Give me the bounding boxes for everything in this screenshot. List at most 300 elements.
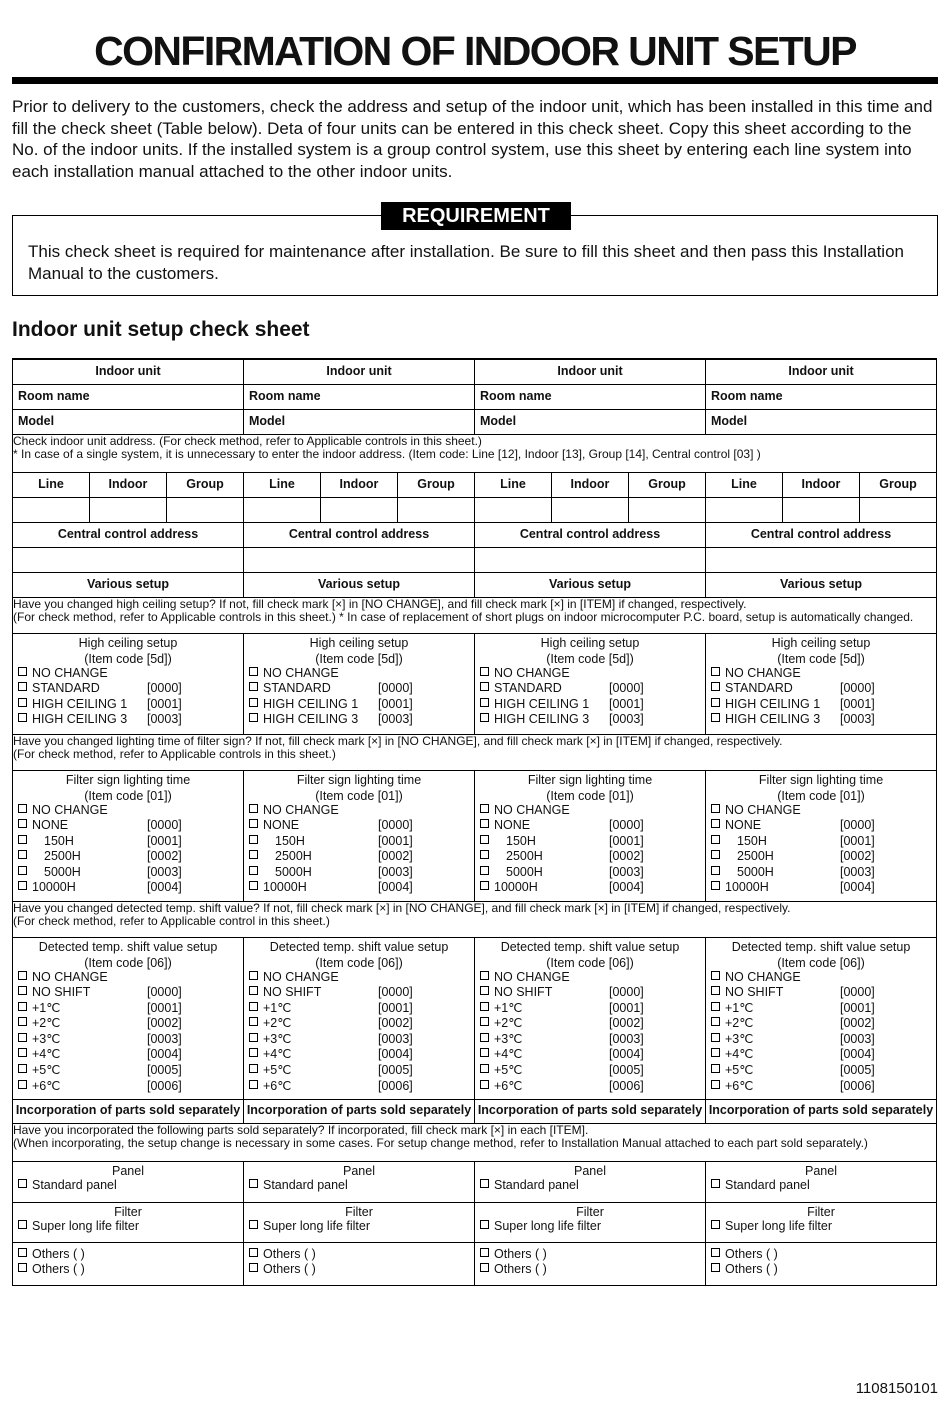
checkbox[interactable] [18,1263,27,1272]
temp-shift-option-label: NO CHANGE [32,969,108,984]
others-option-label: Others ( ) [32,1262,85,1277]
table-row [13,472,937,497]
checkbox[interactable] [711,835,720,844]
checkbox[interactable] [480,835,489,844]
others-option [13,1247,243,1263]
temp-shift-option-code: [0005] [840,1063,875,1078]
others-block [706,1242,937,1285]
checkbox[interactable] [18,866,27,875]
checkbox[interactable] [480,682,489,691]
checkbox[interactable] [480,1080,489,1089]
checkbox[interactable] [711,1033,720,1042]
checkbox[interactable] [18,881,27,890]
filter-sign-option-label: NO CHANGE [263,802,339,817]
checkbox[interactable] [18,667,27,676]
checkbox[interactable] [249,835,258,844]
checkbox[interactable] [18,682,27,691]
filter-part-option [244,1219,474,1235]
filter-sign-option [244,818,474,834]
filter-sign-option-label: 2500H [737,849,774,864]
temp-shift-option-label: +3℃ [494,1031,523,1046]
checkbox[interactable] [711,682,720,691]
filter-sign-option [244,834,474,850]
high-ceiling-block [244,633,475,734]
checkbox[interactable] [249,1248,258,1257]
filter-sign-option [13,803,243,819]
checkbox[interactable] [711,667,720,676]
temp-shift-option-code: [0002] [378,1016,413,1031]
temp-shift-option-label: NO SHIFT [263,985,322,1000]
checkbox[interactable] [18,1002,27,1011]
filter-sign-option-label: 10000H [725,880,769,895]
panel-title: Panel [343,1163,375,1178]
temp-shift-option-label: +1℃ [725,1000,754,1015]
table-row [13,1161,937,1202]
filter-sign-option-code: [0000] [378,818,413,833]
filter-sign-option-code: [0003] [378,864,413,879]
high-ceiling-option [13,666,243,682]
high-ceiling-option [13,681,243,697]
indoor-address-input[interactable] [552,497,629,522]
checkbox[interactable] [711,1080,720,1089]
model-field[interactable]: Model [13,409,244,434]
panel-option-label: Standard panel [725,1177,810,1192]
temp-shift-option-label: +1℃ [263,1000,292,1015]
temp-shift-option-label: +6℃ [263,1078,292,1093]
temp-shift-option-label: +3℃ [263,1031,292,1046]
checkbox[interactable] [18,713,27,722]
table-row [13,522,937,547]
temp-shift-option-label: +1℃ [494,1000,523,1015]
panel-option [13,1178,243,1194]
temp-shift-option [475,1032,705,1048]
checkbox[interactable] [249,866,258,875]
filter-part-title: Filter [345,1204,373,1219]
checkbox[interactable] [18,1248,27,1257]
filter-sign-option [475,880,705,896]
check-sheet-table [12,358,937,1286]
temp-shift-option-label: +5℃ [263,1063,292,1078]
high-ceiling-option-label: HIGH CEILING 1 [494,696,590,711]
checkbox[interactable] [249,667,258,676]
panel-title: Panel [112,1163,144,1178]
temp-shift-option [475,1047,705,1063]
parts-note-line: Have you incorporated the following parts sold separately? If incorporated, fill check mark [×] in each [ITEM]. [13,1122,589,1137]
temp-shift-option-label: +4℃ [263,1047,292,1062]
checkbox[interactable] [480,1002,489,1011]
high-ceiling-title: High ceiling setup [771,635,871,650]
high-ceiling-option-code: [0000] [840,681,875,696]
filter-sign-option-label: 5000H [44,864,81,879]
high-ceiling-option-label: HIGH CEILING 3 [494,712,590,727]
temp-shift-option-label: +4℃ [32,1047,61,1062]
checkbox[interactable] [18,1064,27,1073]
high-ceiling-option-code: [0000] [147,681,182,696]
filter-sign-note-line: (For check method, refer to Applicable controls in this sheet.) [13,746,336,761]
central-control-input[interactable] [13,547,244,572]
high-ceiling-option-label: NO CHANGE [32,665,108,680]
high-ceiling-option [706,697,936,713]
filter-part-option-label: Super long life filter [725,1218,833,1233]
checkbox[interactable] [18,1048,27,1057]
group-address-input[interactable] [860,497,937,522]
filter-sign-option-code: [0002] [609,849,644,864]
checkbox[interactable] [711,986,720,995]
filter-sign-option-label: NO CHANGE [725,802,801,817]
indoor-header: Indoor [321,472,398,497]
temp-shift-option-code: [0002] [609,1016,644,1031]
temp-shift-option-code: [0006] [609,1078,644,1093]
checkbox[interactable] [249,850,258,859]
filter-sign-option-label: 5000H [506,864,543,879]
filter-sign-option [475,803,705,819]
checkbox[interactable] [18,819,27,828]
checkbox[interactable] [480,971,489,980]
high-ceiling-option [706,666,936,682]
filter-sign-item-code: (Item code [01]) [84,788,172,803]
temp-shift-option [475,1016,705,1032]
filter-sign-item-code: (Item code [01]) [546,788,634,803]
filter-sign-title: Filter sign lighting time [296,772,422,787]
others-option-label: Others ( ) [494,1262,547,1277]
temp-shift-option-code: [0006] [378,1078,413,1093]
filter-sign-option-code: [0002] [840,849,875,864]
checkbox[interactable] [711,1179,720,1188]
checkbox[interactable] [480,1048,489,1057]
filter-sign-option-label: NO CHANGE [32,802,108,817]
filter-sign-block [475,770,706,901]
temp-shift-option [244,1079,474,1095]
checkbox[interactable] [249,713,258,722]
temp-shift-option-code: [0006] [147,1078,182,1093]
room-name-field[interactable]: Room name [13,384,244,409]
temp-shift-option-label: +2℃ [725,1016,754,1031]
indoor-address-input[interactable] [321,497,398,522]
temp-shift-option [244,970,474,986]
group-address-input[interactable] [629,497,706,522]
filter-sign-option-code: [0003] [840,864,875,879]
checkbox[interactable] [480,698,489,707]
checkbox[interactable] [18,971,27,980]
checkbox[interactable] [711,866,720,875]
filter-sign-option-label: NO CHANGE [494,802,570,817]
model-field[interactable]: Model [475,409,706,434]
filter-sign-option [706,849,936,865]
model-field[interactable]: Model [706,409,937,434]
checkbox[interactable] [711,1048,720,1057]
indoor-address-input[interactable] [783,497,860,522]
temp-shift-option [706,1016,936,1032]
temp-shift-option [13,1079,243,1095]
checkbox[interactable] [711,1263,720,1272]
temp-shift-option-label: NO CHANGE [263,969,339,984]
high-ceiling-option [244,666,474,682]
checkbox[interactable] [249,881,258,890]
checkbox[interactable] [18,850,27,859]
checkbox[interactable] [249,1263,258,1272]
temp-shift-option [475,985,705,1001]
temp-shift-option [13,1001,243,1017]
parts-header: Incorporation of parts sold separately [244,1099,475,1123]
checkbox[interactable] [249,698,258,707]
checkbox[interactable] [711,1248,720,1257]
filter-sign-option-code: [0004] [378,880,413,895]
checkbox[interactable] [249,1179,258,1188]
table-row [13,1123,937,1161]
checkbox[interactable] [711,698,720,707]
temp-shift-option-code: [0006] [840,1078,875,1093]
temp-shift-option-code: [0003] [147,1031,182,1046]
others-option [706,1247,936,1263]
checkbox[interactable] [711,850,720,859]
filter-sign-option [706,834,936,850]
filter-sign-option-label: NONE [725,818,762,833]
high-ceiling-option-code: [0003] [840,712,875,727]
checkbox[interactable] [249,1220,258,1229]
table-row [13,597,937,633]
checkbox[interactable] [711,881,720,890]
temp-shift-option-code: [0005] [609,1063,644,1078]
table-row [13,359,937,384]
filter-sign-option-label: 5000H [275,864,312,879]
filter-part-title: Filter [114,1204,142,1219]
unit-header: Indoor unit [13,359,244,384]
model-field[interactable]: Model [244,409,475,434]
checkbox[interactable] [711,971,720,980]
temp-shift-item-code: (Item code [06]) [546,955,634,970]
parts-header: Incorporation of parts sold separately [475,1099,706,1123]
checkbox[interactable] [249,819,258,828]
checkbox[interactable] [711,819,720,828]
checkbox[interactable] [711,713,720,722]
filter-sign-option [244,865,474,881]
checkbox[interactable] [480,1033,489,1042]
table-row [13,770,937,901]
filter-sign-option-code: [0004] [609,880,644,895]
temp-shift-option [706,1079,936,1095]
checkbox[interactable] [480,850,489,859]
checkbox[interactable] [480,1263,489,1272]
checkbox[interactable] [480,1017,489,1026]
checkbox[interactable] [18,835,27,844]
checkbox[interactable] [249,1002,258,1011]
temp-shift-option [706,970,936,986]
temp-shift-option [13,1032,243,1048]
temp-shift-option [706,985,936,1001]
checkbox[interactable] [480,1179,489,1188]
room-name-field[interactable]: Room name [706,384,937,409]
panel-option-label: Standard panel [32,1177,117,1192]
high-ceiling-option [244,697,474,713]
checkbox[interactable] [18,1220,27,1229]
checkbox[interactable] [249,1033,258,1042]
high-ceiling-block [706,633,937,734]
high-ceiling-item-code: (Item code [5d]) [546,651,634,666]
temp-shift-option-code: [0001] [378,1000,413,1015]
temp-shift-title: Detected temp. shift value setup [731,939,911,954]
checkbox[interactable] [249,804,258,813]
checkbox[interactable] [249,682,258,691]
line-address-input[interactable] [706,497,783,522]
checkbox[interactable] [480,881,489,890]
high-ceiling-option-label: HIGH CEILING 3 [32,712,128,727]
temp-shift-option-label: NO SHIFT [494,985,553,1000]
checkbox[interactable] [18,1179,27,1188]
checkbox[interactable] [249,1048,258,1057]
title-rule [12,77,938,84]
filter-sign-option [706,865,936,881]
checkbox[interactable] [711,1064,720,1073]
temp-shift-title: Detected temp. shift value setup [500,939,680,954]
checkbox[interactable] [711,804,720,813]
indoor-header: Indoor [90,472,167,497]
checkbox[interactable] [249,1064,258,1073]
filter-sign-option-label: 2500H [506,849,543,864]
checkbox[interactable] [480,667,489,676]
checkbox[interactable] [711,1220,720,1229]
filter-part-block [475,1202,706,1242]
temp-shift-option-label: +4℃ [494,1047,523,1062]
temp-shift-option [13,985,243,1001]
table-row [13,434,937,472]
group-address-input[interactable] [398,497,475,522]
filter-sign-option [475,849,705,865]
panel-block [244,1161,475,1202]
checkbox[interactable] [18,804,27,813]
checkbox[interactable] [249,971,258,980]
checkbox[interactable] [480,804,489,813]
temp-shift-option [13,970,243,986]
temp-shift-option-label: +6℃ [32,1078,61,1093]
room-name-field[interactable]: Room name [244,384,475,409]
checkbox[interactable] [480,1220,489,1229]
checkbox[interactable] [480,1064,489,1073]
filter-sign-option [244,803,474,819]
checkbox[interactable] [18,1017,27,1026]
temp-shift-option [475,1079,705,1095]
filter-part-option [475,1219,705,1235]
temp-shift-item-code: (Item code [06]) [777,955,865,970]
checkbox[interactable] [249,1080,258,1089]
table-row [13,572,937,597]
panel-option [706,1178,936,1194]
temp-shift-option-code: [0002] [147,1016,182,1031]
line-address-input[interactable] [475,497,552,522]
indoor-address-input[interactable] [90,497,167,522]
filter-sign-option-label: 10000H [32,880,76,895]
temp-shift-option-label: NO SHIFT [725,985,784,1000]
checkbox[interactable] [249,986,258,995]
various-setup-header: Various setup [13,572,244,597]
temp-shift-option-label: +5℃ [32,1063,61,1078]
checkbox[interactable] [480,866,489,875]
checkbox[interactable] [711,1017,720,1026]
line-header: Line [13,472,90,497]
high-ceiling-block [475,633,706,734]
high-ceiling-option-label: NO CHANGE [725,665,801,680]
temp-shift-block [13,937,244,1099]
high-ceiling-option-code: [0003] [609,712,644,727]
high-ceiling-option-code: [0001] [840,696,875,711]
table-row [13,497,937,522]
high-ceiling-option-label: HIGH CEILING 1 [725,696,821,711]
checkbox[interactable] [711,1002,720,1011]
high-ceiling-option-code: [0001] [609,696,644,711]
high-ceiling-option [706,681,936,697]
temp-shift-option [13,1016,243,1032]
high-ceiling-note [13,597,937,633]
checkbox[interactable] [480,1248,489,1257]
group-header: Group [167,472,244,497]
panel-title: Panel [805,1163,837,1178]
filter-sign-option-label: NONE [494,818,531,833]
high-ceiling-option-code: [0003] [378,712,413,727]
checkbox[interactable] [18,698,27,707]
checkbox[interactable] [18,986,27,995]
filter-part-option [706,1219,936,1235]
filter-sign-option-label: 5000H [737,864,774,879]
address-note-line: Check indoor unit address. (For check method, refer to Applicable controls in this sheet.) [13,433,482,448]
temp-shift-option-code: [0003] [840,1031,875,1046]
filter-sign-option-code: [0000] [147,818,182,833]
temp-shift-block [244,937,475,1099]
temp-shift-option [244,1016,474,1032]
high-ceiling-option-label: STANDARD [725,681,793,696]
high-ceiling-item-code: (Item code [5d]) [315,651,403,666]
filter-sign-item-code: (Item code [01]) [315,788,403,803]
temp-shift-option-label: +5℃ [725,1063,754,1078]
line-address-input[interactable] [244,497,321,522]
filter-sign-option-label: 2500H [275,849,312,864]
others-option [13,1262,243,1278]
filter-sign-option-label: 150H [506,833,536,848]
checkbox[interactable] [18,1080,27,1089]
central-control-input[interactable] [244,547,475,572]
high-ceiling-option-code: [0003] [147,712,182,727]
temp-shift-option-label: +3℃ [725,1031,754,1046]
temp-shift-option-code: [0001] [609,1000,644,1015]
high-ceiling-option [475,712,705,728]
central-control-header: Central control address [13,522,244,547]
filter-sign-option [13,880,243,896]
checkbox[interactable] [480,819,489,828]
room-name-field[interactable]: Room name [475,384,706,409]
high-ceiling-option [13,697,243,713]
group-address-input[interactable] [167,497,244,522]
table-row [13,1202,937,1242]
temp-shift-option-code: [0000] [378,985,413,1000]
central-control-input[interactable] [706,547,937,572]
temp-shift-option-code: [0002] [840,1016,875,1031]
checkbox[interactable] [249,1017,258,1026]
group-header: Group [860,472,937,497]
checkbox[interactable] [18,1033,27,1042]
filter-part-option [13,1219,243,1235]
high-ceiling-option-label: NO CHANGE [263,665,339,680]
line-address-input[interactable] [13,497,90,522]
requirement-text: This check sheet is required for maintenance after installation. Be sure to fill this sheet and then pass this Installation Manual to the customers. [28,242,904,283]
panel-block [13,1161,244,1202]
panel-option [475,1178,705,1194]
address-note [13,434,937,472]
filter-sign-option [244,849,474,865]
checkbox[interactable] [480,986,489,995]
temp-shift-option-label: +1℃ [32,1000,61,1015]
central-control-input[interactable] [475,547,706,572]
others-option-label: Others ( ) [725,1246,778,1261]
high-ceiling-title: High ceiling setup [309,635,409,650]
checkbox[interactable] [480,713,489,722]
